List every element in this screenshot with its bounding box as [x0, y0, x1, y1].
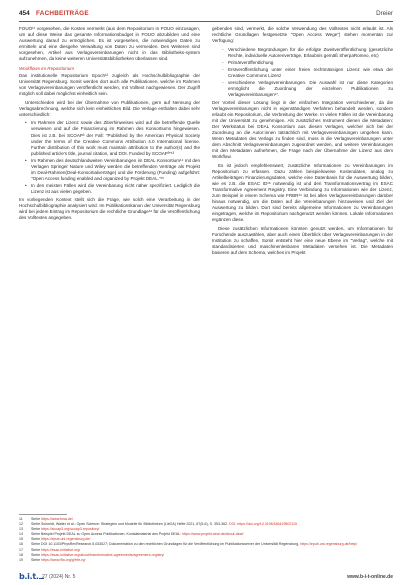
page-number: 454	[19, 10, 30, 17]
journal-logo: b.i.t.	[19, 572, 44, 581]
paragraph: Der Vorteil dieser Lösung liegt in der einfachen Integration verschiedener, da die Verlagsvereinbarungen nicht in eigenständigen Verfahren behandelt werden, sondern erlaubt ein Repositorium, die Verbreitung der Werke. In vielen Fällen ist die Vereinbarung mit der Universität zu genehmigen. Als zusätzliches Instrument dienen die Metadaten: Der Werkstatus bei DEAL Konsortium aus diesen Verlagen, welcher sich bei der Zuordnung an die Autor:innen tatsächlich mit Verlagsvereinbarungen umgehen kann. Wenn Metadaten des Verlags zu finden sind, muss in die Verlagsvereinbarungen unter dem Abschnitt Verlagsvereinbarungen zugeordnet werden, und weitere Vereinbarungen mit den Metadaten aufnehmen, die Frage nach der Übernahme der Lizenz aus dem Workflow.	[212, 99, 393, 160]
journal-issue: 27 (2024) Nr. 5	[42, 574, 76, 580]
footnote-link[interactable]: https://www.ifla.org/g/frbr-rg/	[41, 557, 86, 562]
paragraph: Das institutionelle Repositorium Epoch¹² zugleich als Hochschulbibliographie der Universität Regensburg. Somit werden dort auch alle Publikationen, welche im Rahmen von Verlagsvereinbarungen veröffentlicht werden, mit Volltext nachgewiesen. Der Zugriff möglich soll dabei möglichst einheitlich sein.	[19, 73, 200, 97]
list-item: - verschiedene Verlagsvereinbarungen. Die Auswahl ist nur diese Kategorien ermöglicht die Zuordnung der einzelnen Publikationen zu Verlagsvereinbarungen¹⁷.	[222, 80, 393, 98]
footnote: 15 Siehe https://epub.uni-regensburg.de/	[19, 537, 91, 542]
header-rule	[19, 21, 393, 22]
left-column	[19, 26, 200, 224]
paragraph: Es ist jedoch empfehlenswert, zusätzliche Informationen zu Vereinbarungen im Repositorium zu erfassen. Dazu zählen beispielsweise Kostendaten, analog zu Artikelbeiträgen Finanzierungsdaten, welche eine Datenbasis für die Auswertung bilden, wie es z.B. die ESAC ID¹⁸ notwendig ist und den Transformationsvertrag im ESAC Transformative Agreement Registry. Eine Verbindung zu Informationen wie der Lizenz, zum Beispiel in einem Schema wie FRBR¹⁹ ist bei allen Verlagsvereinbarungen darüber hinaus notwendig, um die Daten auf die Vereinbarungen hinzuweisen und Ziel der Auswertung zu bilden. Dort sind bereits allgemeine Informationen zu Vereinbarungen eingetragen, welche im Repositorium nachgenutzt werden können. Lokale Informationen ergänzen diese.	[212, 162, 393, 223]
footnote-link[interactable]: https://epub.uni-regensburg.de/help/	[300, 542, 358, 547]
section-label: FACHBEITRÄGE	[36, 10, 89, 17]
footnote: 19 Siehe https://www.ifla.org/g/frbr-rg/	[19, 557, 86, 562]
footnote: 18 Siehe https://esac-initiative.org/about/transformative-agreements/agreement-registry/	[19, 552, 165, 557]
footnotes	[19, 517, 393, 563]
footnote: 11 Siehe https://www.fosa.de/	[19, 517, 73, 521]
list-item: • Im Rahmen des deutschlandweiten Vereinbarungen im DEAL Konsortium¹⁴ mit den Verlagen Springer Nature und Wiley werden die betreffenden Verträge als Projekt im Deal-Rahmen(Deal-Konsortialverträge) und die Förderung (Funding) aufgeführt: "Open Access funding enabled and organized by Projekt DEAL."¹⁵	[25, 158, 200, 182]
list-item: - Primärveröffentlichung	[222, 60, 393, 66]
publisher-url[interactable]: www.b-i-t-online.de	[347, 574, 393, 580]
list-item: • In den meisten Fällen wird die Vereinbarung nicht näher spezifiziert. Lediglich die Lizenz ist aus vielen gegeben.	[25, 183, 200, 195]
list-item: - Verschiedene Begründungen für die erfolgte Zweitveröffentlichung (gesetzliche Rechte, individuelle Autorenverträge, Erlaubnis gemäß SherpaRomeo, etc)	[222, 47, 393, 59]
footnote-link[interactable]: DOI: https://doi.org/10.3196/186429502115	[229, 522, 297, 527]
footnote-link[interactable]: https://scoap3.org/scoap3-repository/	[41, 527, 100, 532]
subheading: Workflows im Repositorium	[19, 66, 75, 72]
list-item: • Im Rahmen der Lizenz sowie des Zitierhinweises wird auf die betreffende Quelle verwiesen und auf die Finanzierung im Rahmen des Konsortiums hingewiesen. Dies ist z.B. bei SCOAP³ der Fall: "Published by the American Physical Society under the terms of the Creative Commons Attribution 4.0 International license. Further distribution of this work must maintain attribution to the author(s) and the published article's title, journal citation, and DOI. Funded by SCOAP³"¹³	[25, 120, 200, 156]
list-item: - Erstveröffentlichung unter einer freien rechtmässigen Lizenz wie etwa der Creative Commons Lizenz	[222, 67, 393, 79]
paragraph: Diese zusätzlichen Informationen könnten genutzt werden, um Informationen für Forschende auszuwählen, aber auch einen Überblick über Verlagsvereinbarungen in der Institution zu schaffen. Somit entsteht hier eine neue Ebene im "Verlag", welche mit standardisierten und maschinenlesbaren Metadaten versehen ist. Die Metadaten basieren auf dem Schema, welches im Projekt	[212, 225, 393, 255]
footnote-link[interactable]: https://epub.uni-regensburg.de/	[41, 537, 91, 542]
footnote: 14 Siehe Beispiel Projekt DEAL zu Open Access Publikationen. Kontaktmaterial des Projekt DEAL: https://www.projekt-deal.de/about-deal/	[19, 532, 244, 537]
page-header	[19, 10, 393, 22]
dash-list	[212, 47, 393, 98]
footnote: 13 Siehe https://scoap3.org/scoap3-repository/	[19, 527, 100, 532]
paragraph: Unterschieden wird bei der Übernahme von Publikationen, gern auf Nennung der Verlagsabrechnung, welche sich kein einheitliches Bild. Die Verlage enthalten dabei sehr unterschiedlich:	[19, 99, 200, 117]
author-running-head: Dreier	[376, 10, 393, 17]
right-column	[212, 26, 393, 258]
footnote: 12 Siehe Schmidt, Walter et al.: Open Science: Strategien und Modelle für Bibliotheken (LibOA) Hefte 2021, 67(5-6), S. 353-362. DOI: https://doi.org/10.3196/186429502115	[19, 522, 297, 527]
footnote-link[interactable]: https://www.fosa.de/	[41, 517, 73, 521]
footnote-link[interactable]: https://esac-initiative.org/about/transformative-agreements/agreement-registry/	[41, 552, 165, 557]
paragraph: gebenden sind, vermerkt, die solche Verwendung des Volltextes nicht erlaubt ist. Als rechtliche Grundlagen festgesetzte "Open Access Wege") stehen momentan zur Verfügung:	[212, 26, 393, 44]
paragraph: Im vorliegenden Kontext stellt sich die Frage, wie solch eine Verarbeitung in der Hochschulbibliographie analysiert wird. Im Publikationskanon der Universität Regensburg wird bei jedem Eintrag im Repositorium die rechtliche Grundlage¹⁶ für die Veröffentlichung des Volltextes angegeben.	[19, 197, 200, 221]
footnote-link[interactable]: https://www.projekt-deal.de/about-deal/	[182, 532, 244, 537]
footnote-rule	[19, 514, 67, 515]
paragraph: FOUO¹¹ vorgesehen, die Kosten vermerkt (aus dem Repositorium in FOUO einzusagen, um auf diese Weise das gesamte Informationsbudget in FOUO abzubilden und eine Auswertung darauf zu ermöglichen. Es ist vorgesehen, die notwendigen Daten zu ermitteln und eine diesgehe Verwaltung von Daten zu vermeiden. Des Weiteren sind vorgesehen, Artikel aus Verlagsvereinbarungen nicht in das Bibliotheks-system aufzunehmen, da keine weiteren Universitätsbibliotheken überlassen sind.	[19, 26, 200, 62]
footnote-link[interactable]: https://esac-initiative.org/	[41, 547, 81, 552]
footnote: 17 Siehe https://esac-initiative.org/	[19, 547, 81, 552]
footnote: 16 Siehe DOI 10.1103/PhysRevResearch.5.033027; Dokumentation zu den rechtlichen Grundlagen für die Veröffentlichung im Publikationsserver der Universität Regensburg, https://epub.uni-regensburg.de/help/	[19, 542, 358, 547]
page-footer	[19, 573, 393, 583]
bullet-list	[19, 120, 200, 195]
